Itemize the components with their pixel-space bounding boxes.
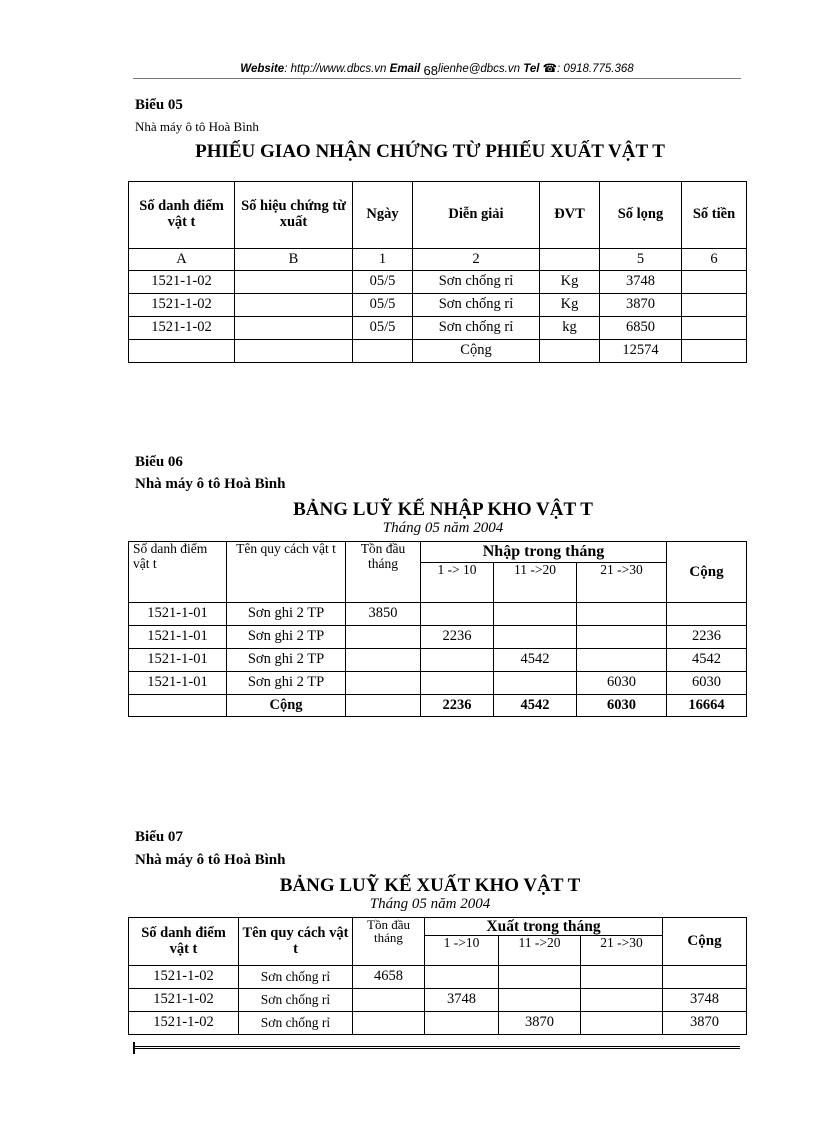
cell: 05/5 [353, 294, 413, 317]
cell [540, 340, 600, 363]
cell [581, 966, 663, 989]
cell [346, 649, 421, 672]
table-row [129, 626, 747, 649]
b07-title: BẢNG LUỸ KẾ XUẤT KHO VẬT T [279, 875, 581, 896]
email-address[interactable]: lienhe@dbcs.vn [438, 63, 524, 75]
b05-table [128, 181, 747, 363]
cell: Sơn chống rỉ [239, 1012, 353, 1035]
b05-title: PHIẾU GIAO NHẬN CHỨNG TỪ PHIẾU XUẤT VẬT T [195, 141, 665, 162]
b05-code-cell: 5 [600, 249, 682, 271]
cell [346, 672, 421, 695]
cell: 1521-1-01 [129, 626, 227, 649]
table-row [129, 672, 747, 695]
b06-total-row [129, 695, 747, 717]
b06-col-open: Tồn đầu tháng [346, 542, 421, 603]
cell: Kg [540, 294, 600, 317]
cell [682, 271, 747, 294]
b06-period: 21 ->30 [577, 563, 667, 603]
cell: 3870 [600, 294, 682, 317]
cell: 1521-1-02 [129, 271, 235, 294]
cell: Cộng [413, 340, 540, 363]
table-row [129, 989, 747, 1012]
cell [235, 294, 353, 317]
b06-col-name: Tên quy cách vật t [227, 542, 346, 603]
b06-label: Biểu 06 [135, 454, 183, 470]
cell: 2236 [667, 626, 747, 649]
cell: kg [540, 317, 600, 340]
tel-number: : 0918.775.368 [556, 63, 634, 75]
b05-col-doc: Số hiệu chứng từ xuất [235, 182, 353, 249]
b06-company: Nhà máy ô tô Hoà Bình [135, 476, 286, 492]
cell: 1521-1-02 [129, 294, 235, 317]
cell: 4542 [494, 695, 577, 717]
b05-header-row [129, 182, 747, 249]
cell [663, 966, 747, 989]
b07-label: Biểu 07 [135, 829, 183, 845]
cell [667, 603, 747, 626]
b05-code-cell: 2 [413, 249, 540, 271]
cell: 4542 [667, 649, 747, 672]
cell [425, 966, 499, 989]
b06-header-row [129, 542, 747, 563]
table-row [129, 1012, 747, 1035]
cell [235, 317, 353, 340]
b05-code-cell [540, 249, 600, 271]
b07-col-code: Số danh điểm vật t [129, 918, 239, 966]
cell [129, 340, 235, 363]
cell [353, 340, 413, 363]
cell: 3870 [499, 1012, 581, 1035]
table-row [129, 317, 747, 340]
cell: 4658 [353, 966, 425, 989]
cell: 2236 [421, 626, 494, 649]
cell [235, 340, 353, 363]
b06-col-code: Số danh điểm vật t [129, 542, 227, 603]
cell: 1521-1-02 [129, 989, 239, 1012]
website-label: Website [240, 63, 285, 75]
cell [577, 649, 667, 672]
b07-col-name: Tên quy cách vật t [239, 918, 353, 966]
cell [346, 695, 421, 717]
cell [577, 603, 667, 626]
b06-period: 11 ->20 [494, 563, 577, 603]
b07-period: 21 ->30 [581, 936, 663, 966]
cell [425, 1012, 499, 1035]
cell [682, 294, 747, 317]
b05-col-unit: ĐVT [540, 182, 600, 249]
cell: 3748 [425, 989, 499, 1012]
cell: Kg [540, 271, 600, 294]
cell: 1521-1-01 [129, 649, 227, 672]
cell: Sơn chống rỉ [413, 271, 540, 294]
cell [581, 1012, 663, 1035]
b05-col-date: Ngày [353, 182, 413, 249]
cell: 6030 [667, 672, 747, 695]
cell [346, 626, 421, 649]
b06-title: BẢNG LUỸ KẾ NHẬP KHO VẬT T [293, 499, 593, 520]
cell [421, 649, 494, 672]
cell: Sơn chống rỉ [413, 294, 540, 317]
cell: 2236 [421, 695, 494, 717]
cell [499, 966, 581, 989]
b06-subtitle: Tháng 05 năm 2004 [382, 520, 504, 536]
cell: 3748 [663, 989, 747, 1012]
b07-subtitle: Tháng 05 năm 2004 [369, 896, 491, 912]
cell: Sơn ghi 2 TP [227, 626, 346, 649]
cell: 05/5 [353, 317, 413, 340]
cell [353, 989, 425, 1012]
cell: 4542 [494, 649, 577, 672]
cell: Sơn ghi 2 TP [227, 603, 346, 626]
cell [421, 603, 494, 626]
cell [682, 340, 747, 363]
cell [494, 626, 577, 649]
cell: 6850 [600, 317, 682, 340]
cell: Cộng [227, 695, 346, 717]
cell: 1521-1-02 [129, 1012, 239, 1035]
cell: Sơn chống rỉ [239, 966, 353, 989]
table-row [129, 271, 747, 294]
cell: Sơn ghi 2 TP [227, 649, 346, 672]
cell: 3870 [663, 1012, 747, 1035]
table-row [129, 966, 747, 989]
b05-code-row [129, 249, 747, 271]
cell: 3850 [346, 603, 421, 626]
email-label: Email [389, 63, 421, 75]
table-row [129, 603, 747, 626]
b06-col-total: Cộng [667, 542, 747, 603]
cell [581, 989, 663, 1012]
b07-period: 11 ->20 [499, 936, 581, 966]
cell: 6030 [577, 695, 667, 717]
cell [421, 672, 494, 695]
b07-company: Nhà máy ô tô Hoà Bình [135, 852, 286, 868]
cell: 1521-1-01 [129, 603, 227, 626]
b05-label: Biểu 05 [135, 97, 183, 113]
cell: 6030 [577, 672, 667, 695]
cell [235, 271, 353, 294]
cell: 1521-1-01 [129, 672, 227, 695]
cell [577, 626, 667, 649]
b07-period: 1 ->10 [425, 936, 499, 966]
tel-label: Tel [523, 63, 540, 75]
b07-col-open: Tồn đầu tháng [353, 918, 425, 966]
table-row [129, 294, 747, 317]
b07-header-row [129, 918, 747, 936]
b05-code-cell: A [129, 249, 235, 271]
b06-col-group: Nhập trong tháng [421, 542, 667, 563]
b06-period: 1 -> 10 [421, 563, 494, 603]
footer-rule [133, 1046, 740, 1049]
b05-total-row [129, 340, 747, 363]
cell [494, 672, 577, 695]
b05-col-desc: Diễn giải [413, 182, 540, 249]
cell [129, 695, 227, 717]
b07-table [128, 917, 747, 1035]
cell: 3748 [600, 271, 682, 294]
cell: 05/5 [353, 271, 413, 294]
website-url[interactable]: : http://www.dbcs.vn [284, 63, 390, 75]
b05-col-qty: Số lọng [600, 182, 682, 249]
page-number: 68 [423, 63, 439, 78]
b07-col-group: Xuất trong tháng [425, 918, 663, 936]
cell: Sơn chống rỉ [239, 989, 353, 1012]
b05-code-cell: 1 [353, 249, 413, 271]
cell [494, 603, 577, 626]
cell: 12574 [600, 340, 682, 363]
b07-col-total: Cộng [663, 918, 747, 966]
footer-rule-tick [133, 1042, 135, 1054]
b06-table [128, 541, 747, 717]
b05-col-code: Số danh điểm vật t [129, 182, 235, 249]
cell: Sơn ghi 2 TP [227, 672, 346, 695]
cell: 1521-1-02 [129, 966, 239, 989]
phone-icon: ☎ [542, 63, 557, 75]
cell: 1521-1-02 [129, 317, 235, 340]
b05-col-amount: Số tiền [682, 182, 747, 249]
table-row [129, 649, 747, 672]
cell [499, 989, 581, 1012]
cell: Sơn chống rỉ [413, 317, 540, 340]
cell: 16664 [667, 695, 747, 717]
b05-code-cell: B [235, 249, 353, 271]
b05-company: Nhà máy ô tô Hoà Bình [135, 119, 259, 134]
page-header [133, 60, 741, 79]
b05-code-cell: 6 [682, 249, 747, 271]
cell [353, 1012, 425, 1035]
cell [682, 317, 747, 340]
